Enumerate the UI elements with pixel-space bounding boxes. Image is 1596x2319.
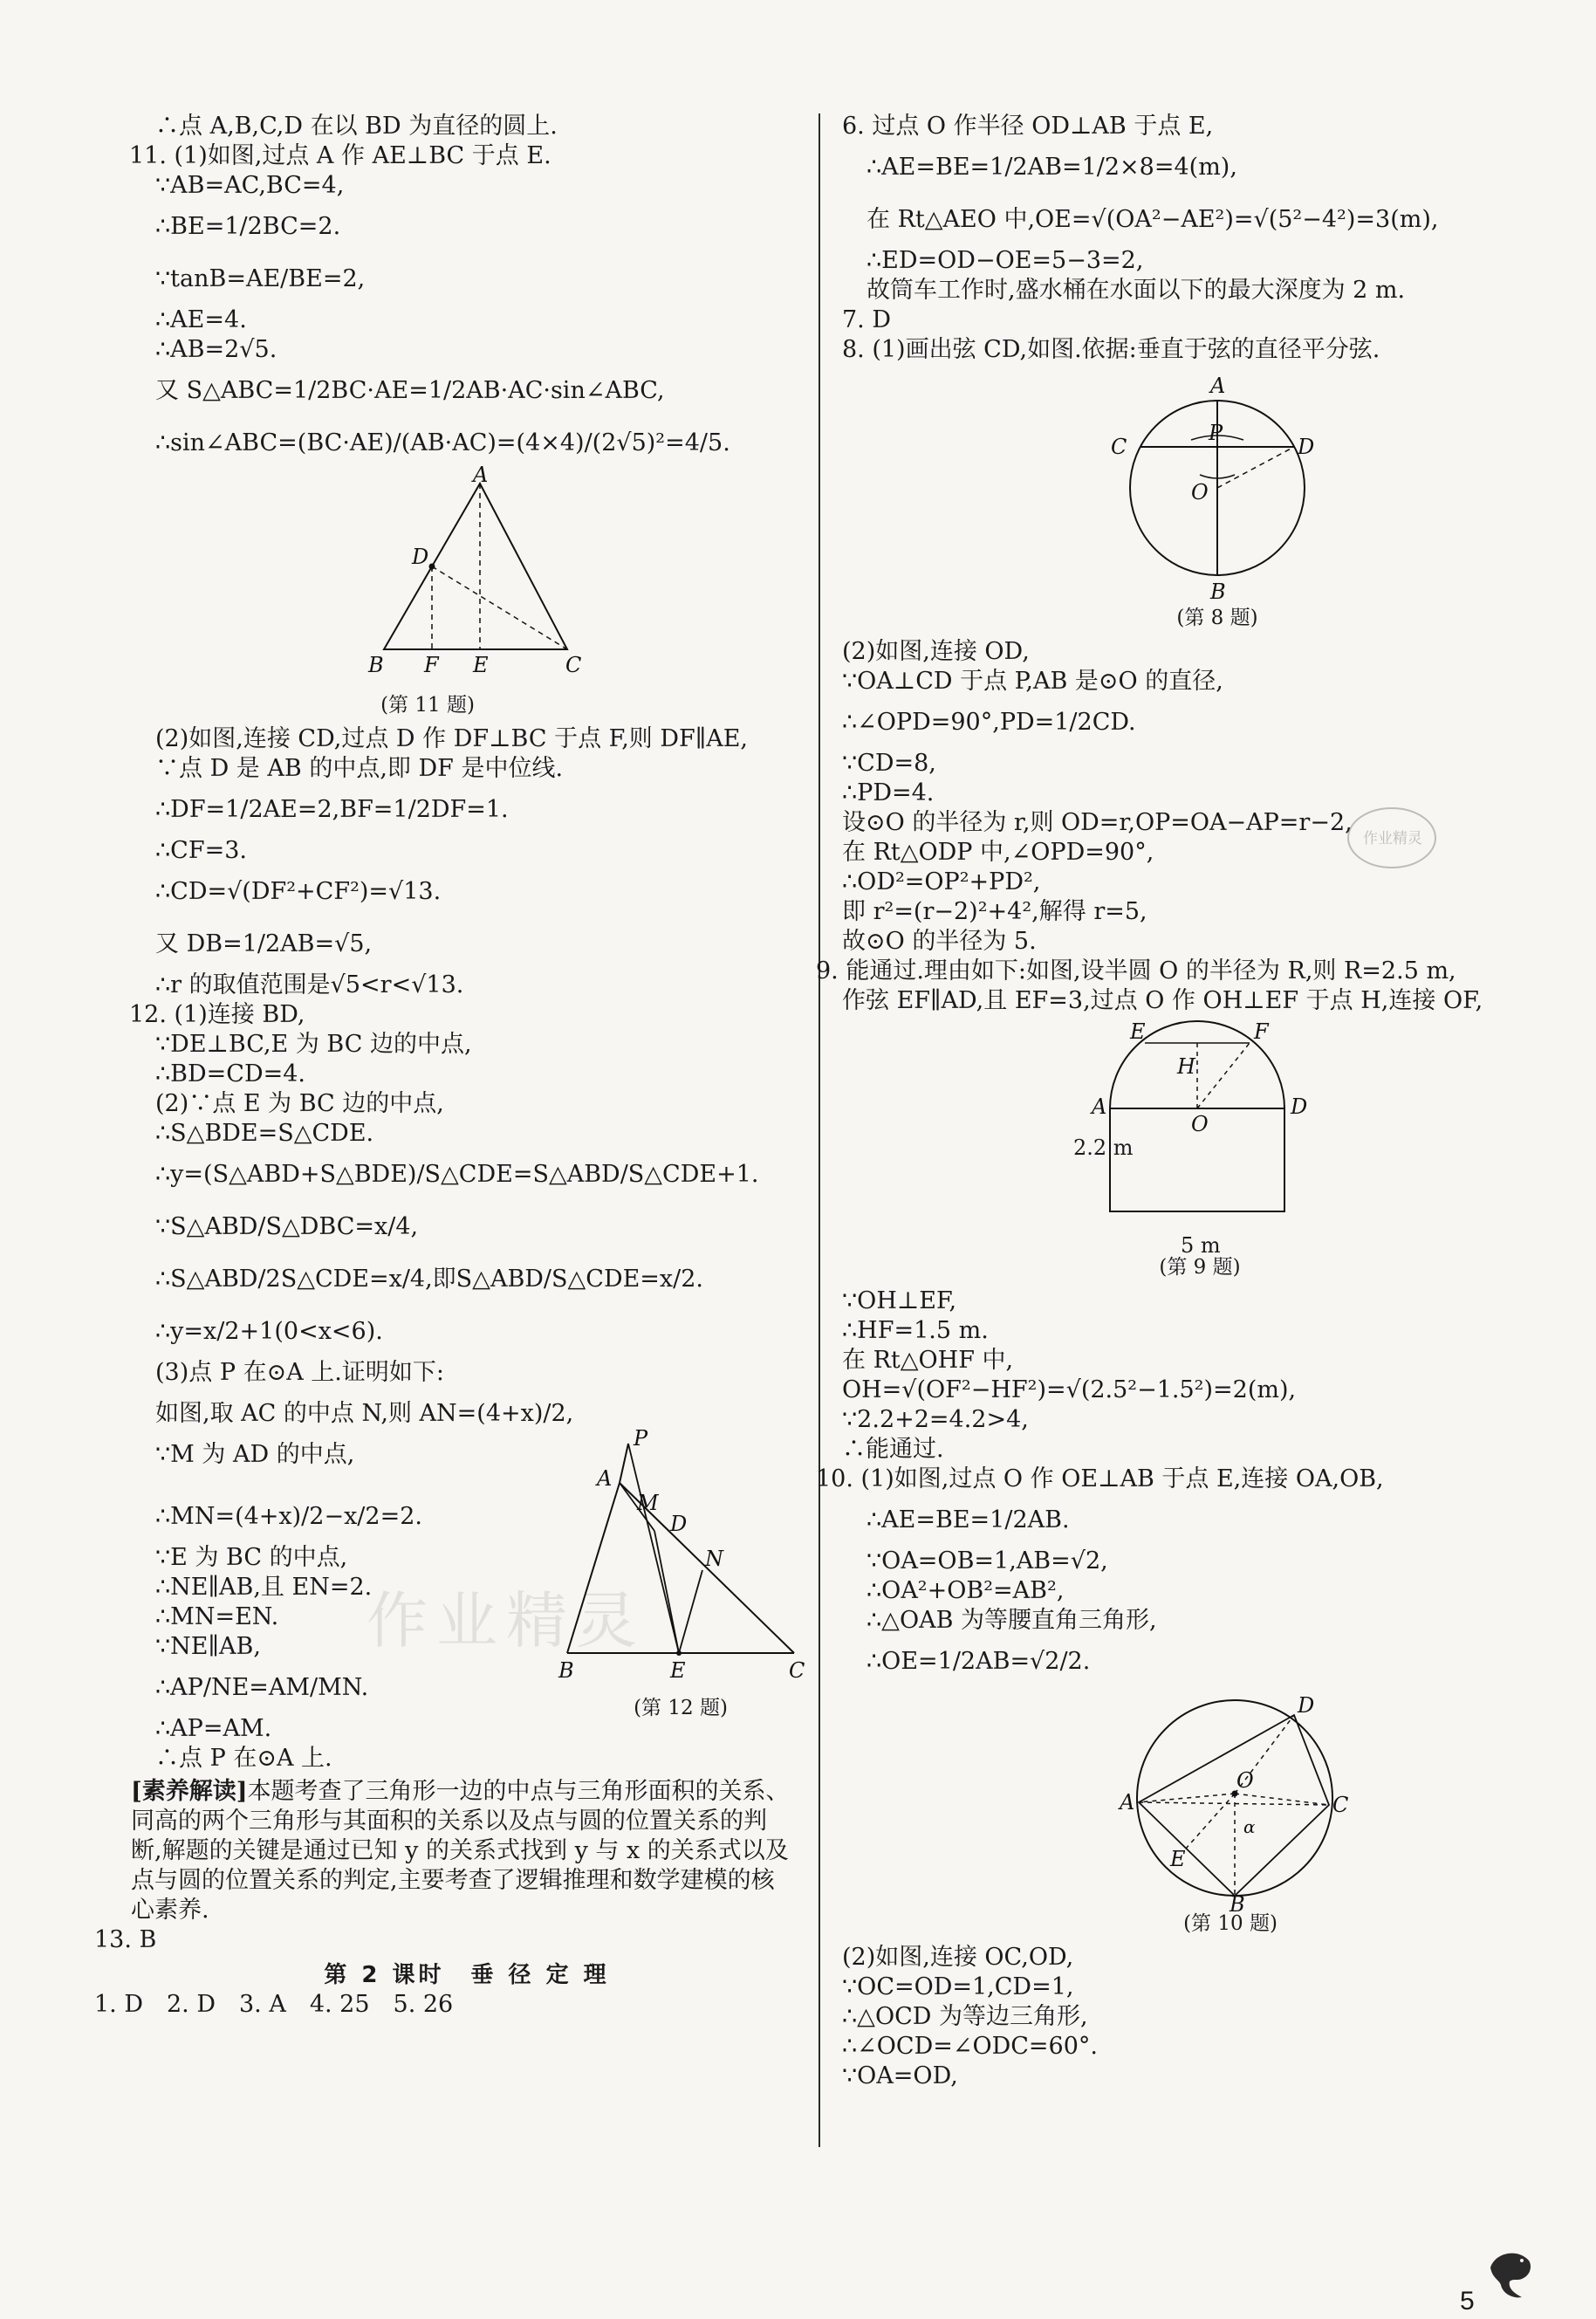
text-line: ∵M 为 AD 的中点, [155,1441,355,1468]
section-title: 第 2 课时 垂 径 定 理 [324,1962,610,1988]
figure-11 [131,463,803,717]
triangle-construction-diagram [558,1426,805,1688]
watermark-stamp [1344,803,1440,881]
circle-chord-diagram [1104,370,1331,606]
text-line: ∵AB=AC,BC=4, [155,172,345,199]
svg-text:A: A [1120,1790,1135,1815]
text-line: ∴OA²+OB²=AB², [866,1577,1065,1604]
text-line: 6. 过点 O 作半径 OD⊥AB 于点 E, [842,113,1214,140]
text-line: (3)点 P 在⊙A 上.证明如下: [155,1359,444,1386]
text-line: 如图,取 AC 的中点 N,则 AN=(4+x)/2, [155,1400,574,1427]
text-line: (2)如图,连接 OD, [842,638,1030,665]
text-line: ∴sin∠ABC=(BC·AE)/(AB·AC)=(4×4)/(2√5)²=4/5. [155,429,730,456]
stamp-icon [1344,803,1440,873]
figure-caption: (第 9 题) [1159,1256,1241,1279]
text-line: ∵NE∥AB, [155,1633,261,1660]
watermark: 作业精灵 [366,1585,646,1657]
svg-text:A: A [473,463,489,487]
triangle-diagram [131,463,803,693]
text-line: 7. D [842,306,891,333]
text-line: ∴MN=EN. [155,1603,279,1630]
figure-caption: (第 8 题) [1176,607,1258,629]
height-label: 2.2 m [1073,1135,1134,1160]
svg-text:A: A [1210,374,1226,398]
svg-text:C: C [1332,1793,1349,1817]
text-line: ∴OE=1/2AB=√2/2. [866,1648,1091,1675]
svg-text:D: D [1298,1693,1315,1718]
text-line: ∴BE=1/2BC=2. [155,213,341,240]
svg-text:C: C [1111,435,1127,459]
text-line: ∴ED=OD−OE=5−3=2, [866,247,1144,274]
text-line: 故筒车工作时,盛水桶在水面以下的最大深度为 2 m. [866,277,1406,304]
text-line: ∴能通过. [842,1436,944,1463]
text-line: ∵tanB=AE/BE=2, [155,265,366,292]
text-line [131,141,803,171]
figure-caption: (第 10 题) [1183,1912,1277,1935]
text-line: 10. (1)如图,过点 O 作 OE⊥AB 于点 E,连接 OA,OB, [816,1465,1384,1492]
text-line: ∴S△BDE=S△CDE. [155,1120,374,1147]
figure-caption: (第 12 题) [634,1697,728,1719]
text-line: ∴OD²=OP²+PD², [842,868,1041,895]
left-column [94,112,805,2020]
svg-text:C: C [565,653,582,677]
text-line: ∴DF=1/2AE=2,BF=1/2DF=1. [155,796,509,823]
text-line: 在 Rt△AEO 中,OE=√(OA²−AE²)=√(5²−4²)=3(m), [866,206,1439,233]
svg-text:D: D [412,545,429,569]
dolphin-logo-icon [1483,2243,1536,2312]
text-line: ∴PD=4. [842,779,935,806]
svg-text:A: A [1092,1094,1107,1119]
text-line: ∴MN=(4+x)/2−x/2=2. [155,1503,422,1530]
svg-text:O: O [1191,1112,1209,1136]
text-line: ∵2.2+2=4.2>4, [842,1406,1029,1433]
text-line: ∵CD=8, [842,750,936,777]
text-line: ∵OA⊥CD 于点 P,AB 是⊙O 的直径, [842,668,1223,695]
text-line: (2)如图,连接 OC,OD, [842,1944,1074,1971]
text-line: (2)∵点 E 为 BC 边的中点, [155,1090,444,1117]
figure-8 [842,370,1470,630]
svg-text:B: B [558,1658,574,1683]
text-line: ∴CD=√(DF²+CF²)=√13. [155,878,442,905]
svg-text:E: E [1130,1019,1146,1044]
svg-text:O: O [1191,480,1209,504]
svg-text:作业精灵: 作业精灵 [1363,830,1422,847]
text-line: ∴AE=BE=1/2AB. [866,1506,1070,1533]
right-column [816,112,1483,2091]
text-line: ∴r 的取值范围是√5<r<√13. [155,971,464,998]
literacy-note [131,1777,794,1925]
text-line: ∴△OAB 为等腰直角三角形, [866,1607,1157,1634]
column-divider [819,113,820,2147]
circle-triangle-diagram [1113,1693,1349,1917]
text-line: ∵OA=OB=1,AB=√2, [866,1547,1108,1575]
text-line: ∴点 P 在⊙A 上. [155,1745,332,1772]
svg-text:M: M [637,1491,659,1515]
text-line: ∴∠OPD=90°,PD=1/2CD. [842,709,1136,736]
text-line: ∴S△ABD/2S△CDE=x/4,即S△ABD/S△CDE=x/2. [155,1266,704,1293]
text-line: ∵点 D 是 AB 的中点,即 DF 是中位线. [155,755,564,782]
svg-text:O: O [1236,1768,1254,1793]
text-line: ∴y=x/2+1(0<x<6). [155,1318,383,1345]
svg-text:P: P [1209,421,1223,445]
text-line: OH=√(OF²−HF²)=√(2.5²−1.5²)=2(m), [842,1376,1297,1403]
svg-text:B: B [1230,1892,1245,1917]
text-line: ∵OC=OD=1,CD=1, [842,1973,1074,2000]
text-line: ∴y=(S△ABD+S△BDE)/S△CDE=S△ABD/S△CDE+1. [155,1161,759,1188]
text-line [131,1000,803,1030]
answers-line: 1. D 2. D 3. A 4. 25 5. 26 [94,1991,454,2018]
text-line: 13. B [94,1926,157,1953]
text-line: ∴BD=CD=4. [155,1060,305,1087]
text-line: ∵OH⊥EF, [842,1287,957,1314]
text-line: ∴AP/NE=AM/MN. [155,1674,369,1701]
text-line: 8. (1)画出弦 CD,如图.依据:垂直于弦的直径平分弦. [842,336,1380,363]
page-number: 5 [1460,2287,1475,2316]
text-line: ∴AE=BE=1/2AB=1/2×8=4(m), [866,154,1237,181]
figure-10 [842,1693,1470,1936]
svg-text:E: E [670,1658,686,1683]
text-line: (2)如图,连接 CD,过点 D 作 DF⊥BC 于点 F,则 DF∥AE, [155,725,749,752]
text-line: ∴△OCD 为等边三角形, [842,2003,1088,2030]
svg-text:P: P [634,1426,648,1451]
svg-text:D: D [1298,435,1315,459]
svg-text:A: A [597,1466,613,1491]
svg-text:F: F [1254,1019,1269,1044]
text-line: ∵E 为 BC 的中点, [155,1544,348,1571]
tunnel-diagram [1069,1021,1331,1231]
text-line: 又 S△ABC=1/2BC·AE=1/2AB·AC·sin∠ABC, [155,377,665,404]
svg-text:D: D [670,1512,688,1536]
width-label: 5 m [1181,1233,1221,1258]
text-line: 即 r²=(r−2)²+4²,解得 r=5, [842,898,1147,925]
text-line: ∴NE∥AB,且 EN=2. [155,1574,373,1601]
text-line: 作弦 EF∥AD,且 EF=3,过点 O 作 OH⊥EF 于点 H,连接 OF, [842,987,1483,1014]
figure-9 [842,1021,1470,1280]
svg-text:N: N [705,1547,723,1571]
text-line: 9. 能通过.理由如下:如图,设半圆 O 的半径为 R,则 R=2.5 m, [816,957,1456,985]
text-line: ∴AE=4. [155,306,247,333]
text-line: 在 Rt△ODP 中,∠OPD=90°, [842,839,1154,866]
svg-text:B: B [1210,580,1226,604]
text-line: ∵DE⊥BC,E 为 BC 边的中点, [155,1031,472,1058]
text-line: ∴AB=2√5. [155,336,277,363]
figure-caption: (第 11 题) [380,694,475,717]
svg-text:α: α [1243,1816,1256,1837]
text-line: ∵OA=OD, [842,2062,958,2089]
text-line: 在 Rt△OHF 中, [842,1347,1014,1374]
svg-text:F: F [424,653,439,677]
svg-text:E: E [1170,1847,1186,1871]
text-line: ∴AP=AM. [155,1715,272,1742]
text-line: ∴点 A,B,C,D 在以 BD 为直径的圆上. [155,113,558,140]
literacy-tag: [素养解读] [131,1778,248,1805]
figure-12 [558,1426,805,1720]
text-line: ∴HF=1.5 m. [842,1317,989,1344]
text-line: 设⊙O 的半径为 r,则 OD=r,OP=OA−AP=r−2, [842,809,1353,836]
text-line: ∵S△ABD/S△DBC=x/4, [155,1213,419,1240]
svg-text:D: D [1291,1094,1308,1119]
text-line: ∴CF=3. [155,837,247,864]
q11-line: 11. (1)如图,过点 A 作 AE⊥BC 于点 E. [129,142,551,169]
svg-text:E: E [473,653,489,677]
text-line: ∴∠OCD=∠ODC=60°. [842,2033,1098,2060]
literacy-text: 本题考查了三角形一边的中点与三角形面积的关系、同高的两个三角形与其面积的关系以及点与圆的位置关系的判断,解题的关键是通过已知 y 的关系式找到 y 与 x 的关系式以及点与圆的位置关系的判定,主要考查了逻辑推理和数学建模的核心素养. [131,1778,790,1924]
svg-text:H: H [1177,1054,1195,1079]
text-line: 故⊙O 的半径为 5. [842,928,1037,955]
text-line: 又 DB=1/2AB=√5, [155,930,373,957]
svg-text:B: B [368,653,384,677]
q12-line: 12. (1)连接 BD, [129,1001,305,1028]
svg-text:C: C [789,1658,805,1683]
